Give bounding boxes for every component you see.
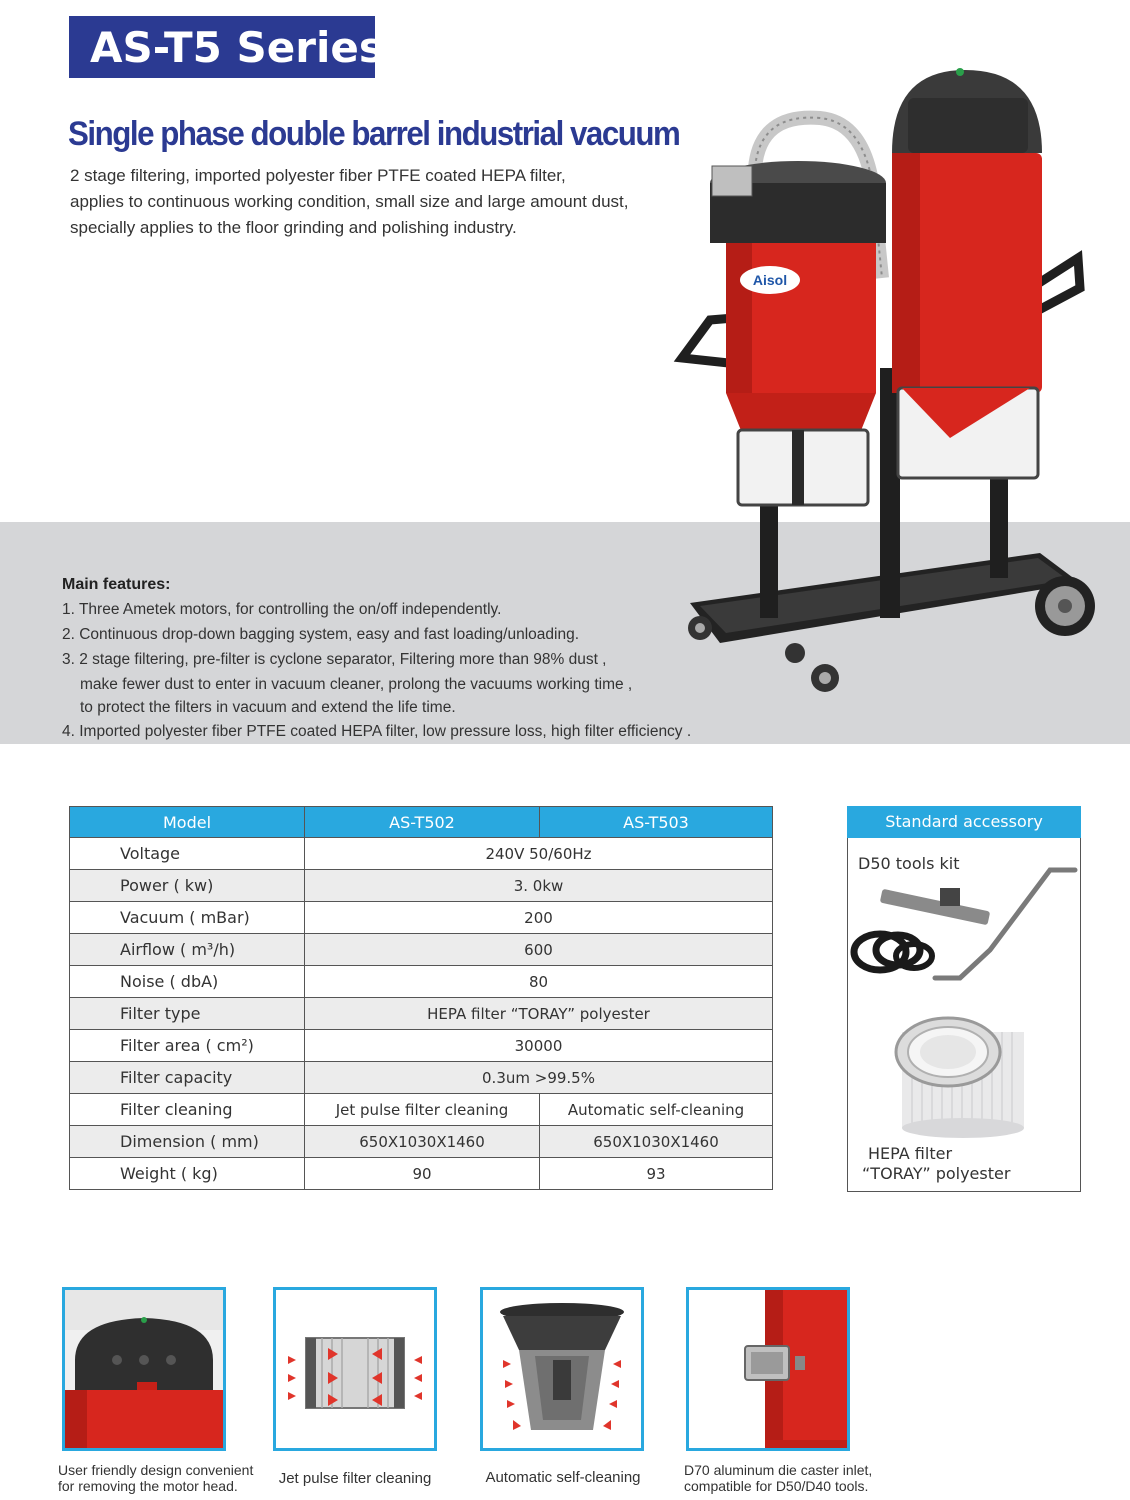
- card-caption: [58, 1462, 254, 1494]
- spec-param: Filter capacity: [70, 1062, 305, 1094]
- spec-value: Automatic self-cleaning: [540, 1094, 773, 1126]
- feature-line: 3. 2 stage filtering, pre-filter is cyclone separator, Filtering more than 98% dust ,: [62, 651, 607, 668]
- card-caption-line: D70 aluminum die caster inlet,: [684, 1462, 873, 1478]
- spec-value: 600: [305, 934, 773, 966]
- spec-header-cell: Model: [70, 807, 305, 838]
- spec-value: 80: [305, 966, 773, 998]
- spec-value: 650X1030X1460: [540, 1126, 773, 1158]
- features-heading: Main features:: [62, 576, 171, 593]
- spec-param: Voltage: [70, 838, 305, 870]
- spec-value: 30000: [305, 1030, 773, 1062]
- spec-param: Power ( kw): [70, 870, 305, 902]
- feature-line: 4. Imported polyester fiber PTFE coated HEPA filter, low pressure loss, high filter efficiency .: [62, 723, 692, 740]
- tools-kit-icon: [850, 860, 1078, 988]
- card-caption: [684, 1462, 873, 1494]
- table-row: [70, 870, 773, 902]
- spec-header-cell: AS-T502: [305, 807, 540, 838]
- hepa-filter-icon: [888, 1012, 1038, 1140]
- hepa-filter-label: HEPA filter: [868, 1144, 953, 1163]
- spec-value: 0.3um >99.5%: [305, 1062, 773, 1094]
- card-caption: [470, 1469, 656, 1486]
- spec-param: Weight ( kg): [70, 1158, 305, 1190]
- spec-param: Filter cleaning: [70, 1094, 305, 1126]
- hepa-filter-label: “TORAY” polyester: [862, 1164, 1011, 1183]
- table-row: [70, 838, 773, 870]
- motor-head-card: [62, 1287, 226, 1451]
- self-cleaning-card: [480, 1287, 644, 1451]
- spec-param: Filter type: [70, 998, 305, 1030]
- card-caption-line: for removing the motor head.: [58, 1478, 238, 1494]
- spec-value: HEPA filter “TORAY” polyester: [305, 998, 773, 1030]
- intro-line: 2 stage filtering, imported polyester fiber PTFE coated HEPA filter,: [70, 166, 566, 185]
- card-caption-line: User friendly design convenient: [58, 1462, 254, 1478]
- brand-logo: Aisol: [752, 272, 788, 288]
- spec-param: Airflow ( m³/h): [70, 934, 305, 966]
- feature-line: 1. Three Ametek motors, for controlling the on/off independently.: [62, 601, 502, 618]
- table-row: [70, 1030, 773, 1062]
- feature-line: make fewer dust to enter in vacuum cleaner, prolong the vacuums working time ,: [80, 676, 633, 693]
- intro-line: specially applies to the floor grinding and polishing industry.: [70, 218, 517, 237]
- table-row: [70, 1158, 773, 1190]
- table-row: [70, 1126, 773, 1158]
- card-caption-line: Jet pulse filter cleaning: [278, 1470, 432, 1487]
- spec-param: Filter area ( cm²): [70, 1030, 305, 1062]
- spec-value: 3. 0kw: [305, 870, 773, 902]
- accessory-header: Standard accessory: [847, 806, 1081, 838]
- product-heading: Single phase double barrel industrial vacuum: [68, 115, 680, 153]
- intro-line: applies to continuous working condition, small size and large amount dust,: [70, 192, 629, 211]
- card-caption-line: Automatic self-cleaning: [485, 1469, 641, 1486]
- table-row: [70, 1094, 773, 1126]
- feature-line: 2. Continuous drop-down bagging system, easy and fast loading/unloading.: [62, 626, 580, 643]
- spec-value: 240V 50/60Hz: [305, 838, 773, 870]
- card-caption: [262, 1470, 448, 1487]
- spec-param: Vacuum ( mBar): [70, 902, 305, 934]
- spec-header-row: [70, 807, 773, 838]
- motor-head-icon: [65, 1290, 223, 1448]
- jet-pulse-card: [273, 1287, 437, 1451]
- spec-param: Noise ( dbA): [70, 966, 305, 998]
- feature-line: to protect the filters in vacuum and extend the life time.: [80, 699, 456, 716]
- table-row: [70, 966, 773, 998]
- tools-kit-label: D50 tools kit: [858, 854, 960, 873]
- table-row: [70, 902, 773, 934]
- table-row: [70, 998, 773, 1030]
- self-cleaning-cyclone-icon: [483, 1290, 641, 1448]
- double-barrel-vacuum-illustration: [660, 58, 1120, 703]
- table-row: [70, 1062, 773, 1094]
- spec-value: 90: [305, 1158, 540, 1190]
- spec-value: Jet pulse filter cleaning: [305, 1094, 540, 1126]
- spec-value: 200: [305, 902, 773, 934]
- series-title: AS-T5 Series: [90, 23, 384, 72]
- spec-param: Dimension ( mm): [70, 1126, 305, 1158]
- spec-header-cell: AS-T503: [540, 807, 773, 838]
- spec-table: [69, 806, 773, 1190]
- table-row: [70, 934, 773, 966]
- spec-value: 93: [540, 1158, 773, 1190]
- caster-inlet-card: [686, 1287, 850, 1451]
- jet-pulse-filter-icon: [276, 1290, 434, 1448]
- card-caption-line: compatible for D50/D40 tools.: [684, 1478, 869, 1494]
- caster-inlet-icon: [689, 1290, 847, 1448]
- spec-value: 650X1030X1460: [305, 1126, 540, 1158]
